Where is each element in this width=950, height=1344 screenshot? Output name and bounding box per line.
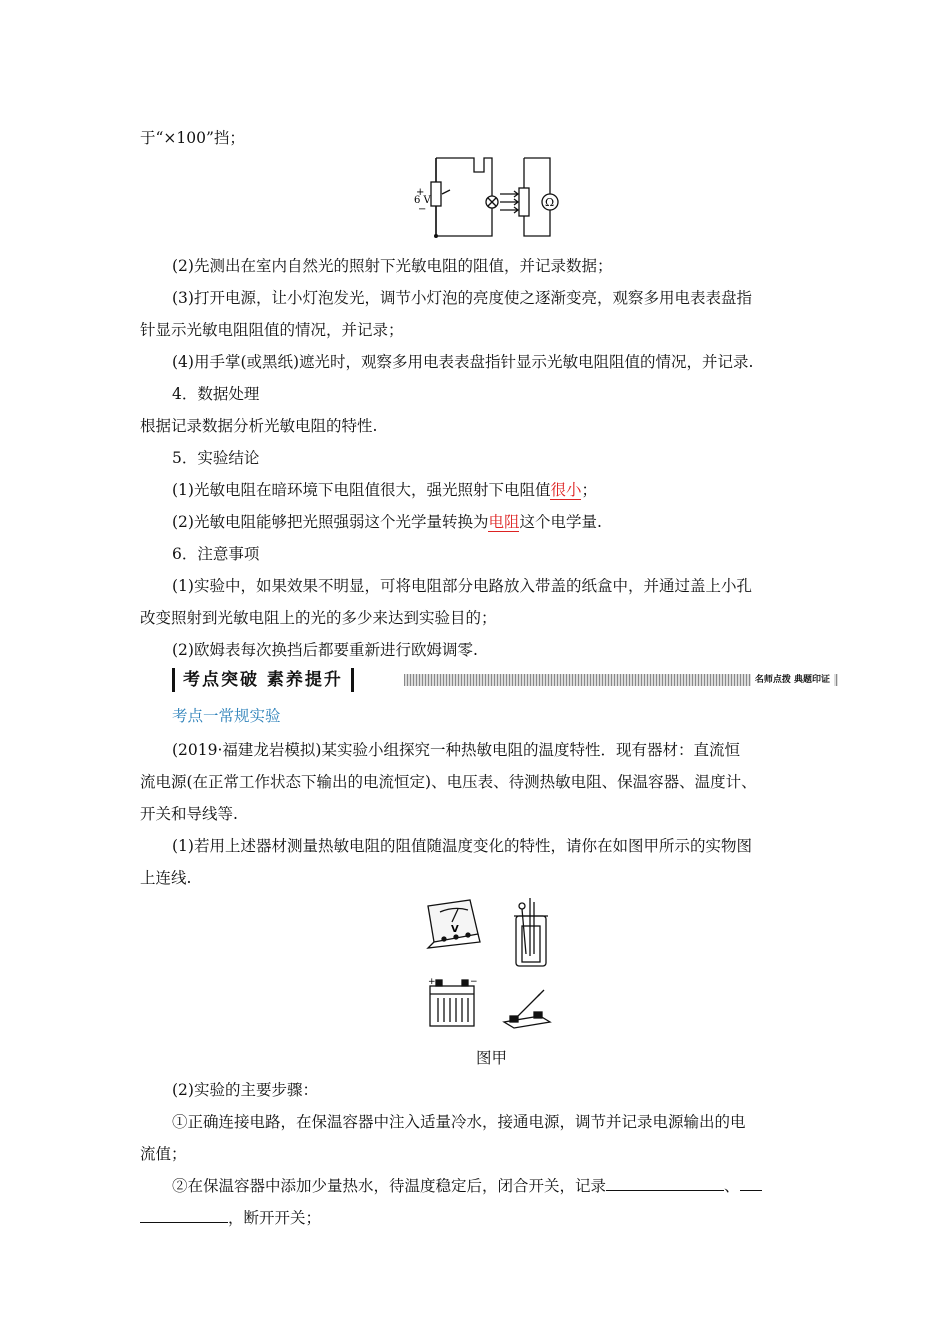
text-line: 根据记录数据分析光敏电阻的特性. xyxy=(140,417,378,435)
problem-line: (1)若用上述器材测量热敏电阻的阻值随温度变化的特性，请你在如图甲所示的实物图 xyxy=(172,837,752,855)
problem-line: 上连线. xyxy=(140,869,192,887)
answer-blank[interactable] xyxy=(606,1176,724,1191)
battery-icon xyxy=(430,980,474,1026)
circuit-diagram xyxy=(414,152,564,244)
problem-line: 流电源(在正常工作状态下输出的电流恒定)、电压表、待测热敏电阻、保温容器、温度计、 xyxy=(140,773,757,791)
battery-plus: + xyxy=(428,977,436,987)
text-line: 改变照射到光敏电阻上的光的多少来达到实验目的； xyxy=(140,609,497,627)
beaker-thermometer-icon xyxy=(514,898,548,966)
problem-line xyxy=(140,1208,820,1228)
problem-line: (2)实验的主要步骤： xyxy=(172,1081,318,1099)
problem-line: 流值； xyxy=(140,1145,187,1163)
answer-blank[interactable] xyxy=(740,1176,762,1191)
apparatus-figure xyxy=(418,894,558,1034)
text-line xyxy=(172,480,820,500)
text-fragment: ②在保温容器中添加少量热水，待温度稳定后，闭合开关，记录 xyxy=(172,1177,607,1195)
figure-caption: 图甲 xyxy=(476,1049,508,1067)
circuit-minus: − xyxy=(418,204,427,215)
circuit-voltage: 6 V xyxy=(414,195,431,206)
text-line: (3)打开电源，让小灯泡发光，调节小灯泡的亮度使之逐渐变亮，观察多用电表表盘指 xyxy=(172,289,752,307)
voltmeter-letter: V xyxy=(451,924,459,935)
text-line: (2)先测出在室内自然光的照射下光敏电阻的阻值，并记录数据； xyxy=(172,257,613,275)
section-heading: 考点一常规实验 xyxy=(172,707,281,725)
problem-line: (2019·福建龙岩模拟)某实验小组探究一种热敏电阻的温度特性．现有器材：直流恒 xyxy=(172,741,740,759)
text-fragment: ； xyxy=(581,481,597,499)
text-fragment: (2)光敏电阻能够把光照强弱这个光学量转换为 xyxy=(172,513,489,531)
answer-highlight: 很小 xyxy=(550,481,582,499)
text-line xyxy=(172,512,820,532)
text-fragment: 、 xyxy=(724,1177,740,1195)
text-line: (1)实验中，如果效果不明显，可将电阻部分电路放入带盖的纸盒中，并通过盖上小孔 xyxy=(172,577,752,595)
answer-blank[interactable] xyxy=(140,1208,228,1223)
text-line: 针显示光敏电阻阻值的情况，并记录； xyxy=(140,321,404,339)
battery-minus: − xyxy=(470,977,478,987)
banner-title: 考点突破 素养提升 xyxy=(172,668,354,692)
circuit-plus: + xyxy=(416,187,425,198)
heading-conclusion: 5．实验结论 xyxy=(172,449,260,467)
problem-line: 开关和导线等. xyxy=(140,805,238,823)
problem-line: ①正确连接电路，在保温容器中注入适量冷水，接通电源，调节并记录电源输出的电 xyxy=(172,1113,746,1131)
text-fragment: ，断开开关； xyxy=(228,1209,322,1227)
text-line: (2)欧姆表每次换挡后都要重新进行欧姆调零. xyxy=(172,641,478,659)
text-fragment: 这个电学量. xyxy=(519,513,602,531)
switch-icon xyxy=(504,990,550,1028)
section-banner xyxy=(172,668,838,692)
text-line: 于“×100”挡； xyxy=(140,129,245,147)
heading-notes: 6．注意事项 xyxy=(172,545,260,563)
heading-data-processing: 4．数据处理 xyxy=(172,385,260,403)
banner-tag: 名师点拨 典题印证 xyxy=(751,674,834,686)
problem-line xyxy=(172,1176,820,1196)
text-line: (4)用手掌(或黑纸)遮光时，观察多用电表表盘指针显示光敏电阻阻值的情况，并记录. xyxy=(172,353,754,371)
ohmmeter-symbol: Ω xyxy=(545,196,555,209)
text-fragment: (1)光敏电阻在暗环境下电阻值很大，强光照射下电阻值 xyxy=(172,481,551,499)
answer-highlight: 电阻 xyxy=(488,513,520,531)
